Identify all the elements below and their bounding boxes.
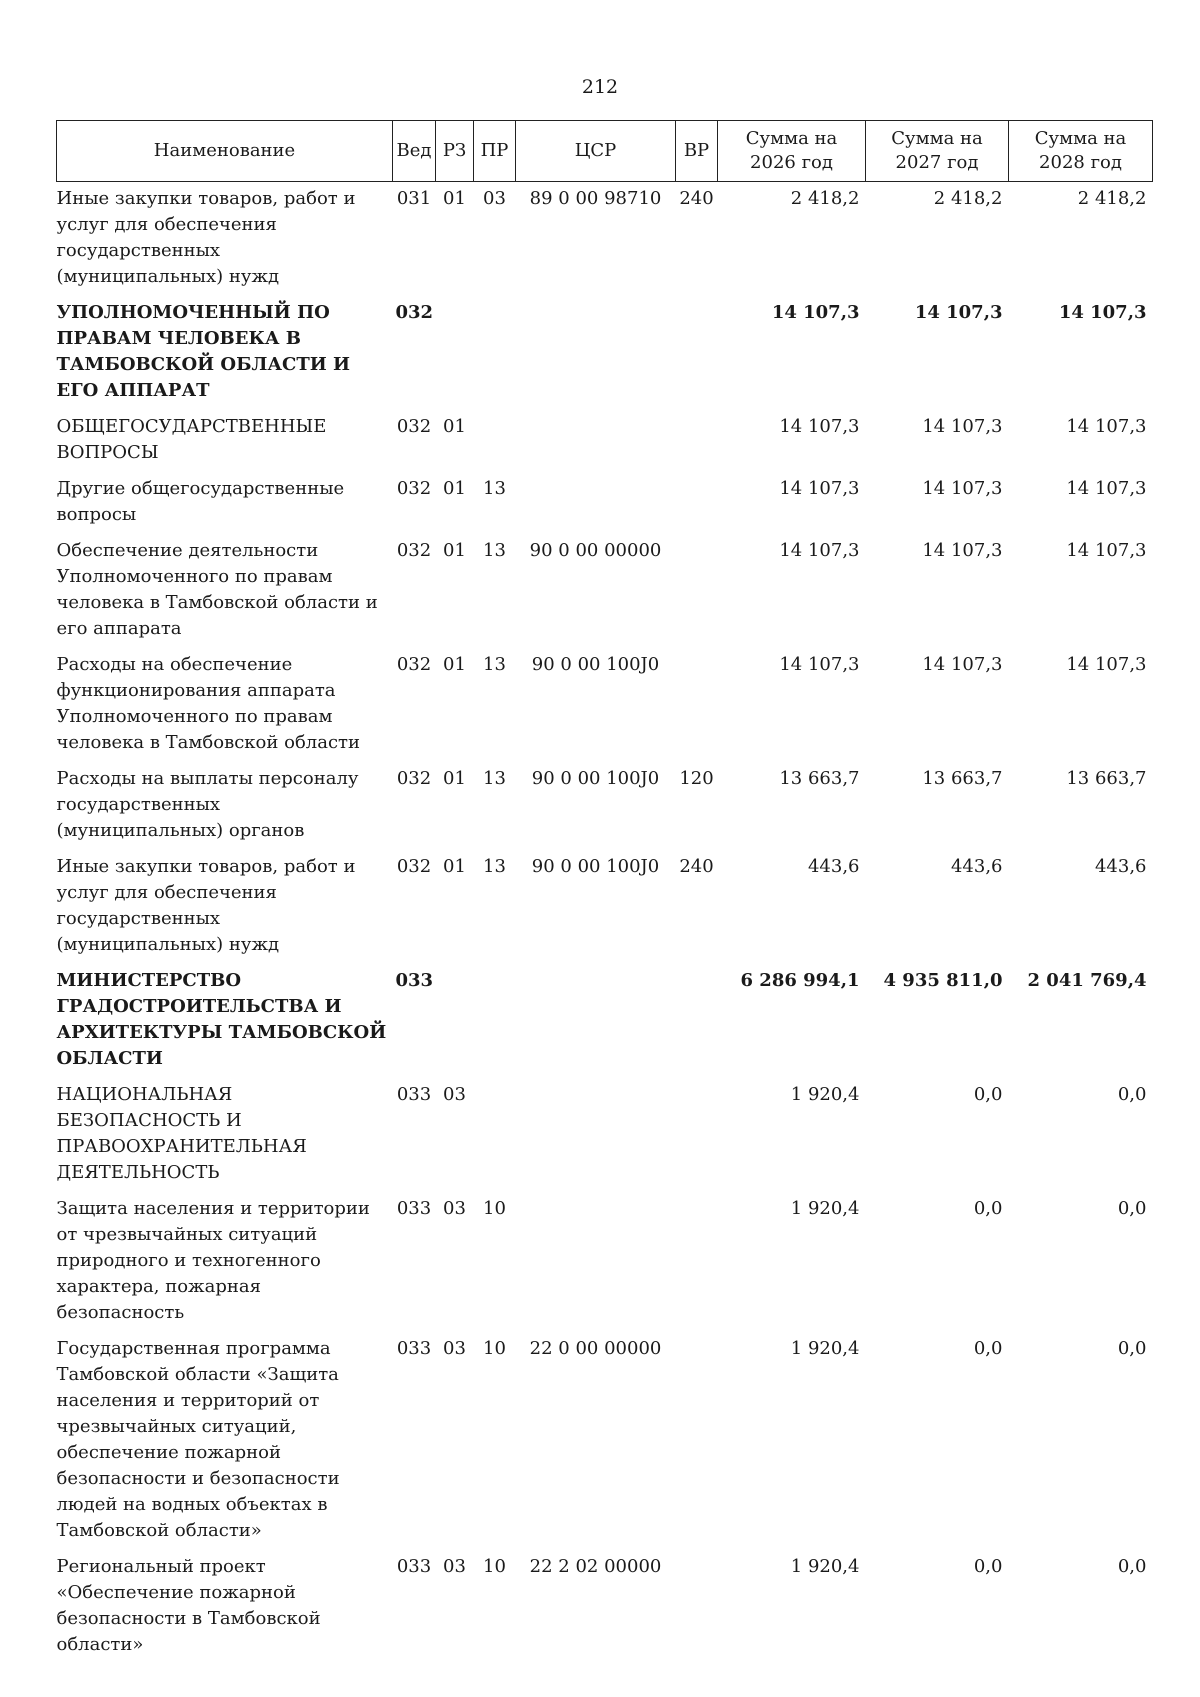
row-vr: 240 <box>679 856 714 877</box>
row-ved: 033 <box>395 970 434 991</box>
row-sum-2026: 14 107,3 <box>771 302 860 323</box>
row-name: НАЦИОНАЛЬНАЯ БЕЗОПАСНОСТЬ И ПРАВООХРАНИТЕЛЬНАЯ ДЕЯТЕЛЬНОСТЬ <box>56 1084 307 1183</box>
table-row <box>57 964 1153 1078</box>
row-sum-2028: 0,0 <box>1117 1338 1147 1359</box>
header-csr: ЦСР <box>516 121 676 182</box>
row-sum-2026: 14 107,3 <box>779 654 860 675</box>
row-csr <box>516 296 676 410</box>
row-ved: 032 <box>396 478 432 499</box>
row-csr: 89 0 00 98710 <box>529 188 662 209</box>
row-pr: 13 <box>483 654 506 675</box>
row-sum-2027: 13 663,7 <box>922 768 1003 789</box>
table-row <box>57 534 1153 648</box>
row-rz: 03 <box>443 1084 466 1105</box>
header-sum-2026: Сумма на 2026 год <box>718 121 866 182</box>
row-rz <box>436 296 474 410</box>
row-ved: 033 <box>396 1556 432 1577</box>
row-rz: 01 <box>443 188 466 209</box>
row-sum-2026: 1 920,4 <box>790 1338 860 1359</box>
row-ved: 032 <box>396 768 432 789</box>
row-name: Иные закупки товаров, работ и услуг для обеспечения государственных (муниципальных) нужд <box>56 188 356 287</box>
row-csr: 22 0 00 00000 <box>529 1338 662 1359</box>
row-sum-2027: 0,0 <box>973 1084 1003 1105</box>
header-sum-2027: Сумма на 2027 год <box>866 121 1009 182</box>
row-ved: 032 <box>396 856 432 877</box>
table-row <box>57 1332 1153 1550</box>
header-vr: ВР <box>676 121 718 182</box>
table-row <box>57 1192 1153 1332</box>
row-sum-2027: 0,0 <box>973 1198 1003 1219</box>
row-rz: 01 <box>443 478 466 499</box>
row-pr: 13 <box>483 540 506 561</box>
budget-table <box>56 120 1153 1664</box>
row-ved: 033 <box>396 1084 432 1105</box>
row-sum-2027: 14 107,3 <box>914 302 1003 323</box>
header-rz: РЗ <box>436 121 474 182</box>
table-body <box>57 182 1153 1665</box>
row-csr <box>516 1078 676 1192</box>
row-name: УПОЛНОМОЧЕННЫЙ ПО ПРАВАМ ЧЕЛОВЕКА В ТАМБОВСКОЙ ОБЛАСТИ И ЕГО АППАРАТ <box>56 302 351 401</box>
row-sum-2028: 13 663,7 <box>1066 768 1147 789</box>
row-sum-2026: 1 920,4 <box>790 1198 860 1219</box>
row-csr: 90 0 00 00000 <box>529 540 662 561</box>
row-csr: 90 0 00 100J0 <box>531 768 660 789</box>
row-pr <box>474 1078 516 1192</box>
row-sum-2027: 14 107,3 <box>922 540 1003 561</box>
row-sum-2028: 0,0 <box>1117 1198 1147 1219</box>
row-ved: 033 <box>396 1198 432 1219</box>
row-csr: 90 0 00 100J0 <box>531 654 660 675</box>
row-rz: 01 <box>443 416 466 437</box>
row-sum-2028: 14 107,3 <box>1066 416 1147 437</box>
row-sum-2028: 0,0 <box>1117 1556 1147 1577</box>
table-row <box>57 296 1153 410</box>
row-csr: 90 0 00 100J0 <box>531 856 660 877</box>
row-csr <box>516 1192 676 1332</box>
row-sum-2028: 0,0 <box>1117 1084 1147 1105</box>
row-sum-2026: 14 107,3 <box>779 416 860 437</box>
row-name: МИНИСТЕРСТВО ГРАДОСТРОИТЕЛЬСТВА И АРХИТЕКТУРЫ ТАМБОВСКОЙ ОБЛАСТИ <box>56 970 387 1069</box>
row-pr <box>474 964 516 1078</box>
row-sum-2027: 14 107,3 <box>922 416 1003 437</box>
row-sum-2027: 4 935 811,0 <box>883 970 1003 991</box>
row-csr <box>516 410 676 472</box>
row-ved: 032 <box>396 416 432 437</box>
row-pr: 13 <box>483 478 506 499</box>
row-vr <box>676 472 718 534</box>
row-ved: 032 <box>396 540 432 561</box>
row-vr <box>676 534 718 648</box>
row-name: Государственная программа Тамбовской области «Защита населения и территорий от чрезвычайных ситуаций, обеспечение пожарной безопасности и безопасности людей на водных объектах в Тамбовской области» <box>56 1338 340 1541</box>
row-vr <box>676 648 718 762</box>
table-row <box>57 472 1153 534</box>
header-name: Наименование <box>57 121 393 182</box>
row-name: Расходы на выплаты персоналу государственных (муниципальных) органов <box>56 768 359 841</box>
row-vr <box>676 1192 718 1332</box>
row-sum-2027: 0,0 <box>973 1556 1003 1577</box>
table-row <box>57 648 1153 762</box>
row-sum-2028: 14 107,3 <box>1066 478 1147 499</box>
table-row <box>57 1550 1153 1664</box>
table-row <box>57 1078 1153 1192</box>
row-pr: 10 <box>483 1338 506 1359</box>
row-sum-2026: 6 286 994,1 <box>740 970 860 991</box>
header-sum-2028: Сумма на 2028 год <box>1009 121 1153 182</box>
row-rz: 03 <box>443 1338 466 1359</box>
row-ved: 032 <box>396 654 432 675</box>
row-pr: 10 <box>483 1198 506 1219</box>
row-pr: 13 <box>483 856 506 877</box>
row-sum-2027: 0,0 <box>973 1338 1003 1359</box>
row-sum-2028: 2 418,2 <box>1077 188 1147 209</box>
header-ved: Вед <box>393 121 436 182</box>
row-name: Иные закупки товаров, работ и услуг для обеспечения государственных (муниципальных) нужд <box>56 856 356 955</box>
row-vr: 120 <box>679 768 714 789</box>
row-sum-2026: 2 418,2 <box>790 188 860 209</box>
row-pr: 13 <box>483 768 506 789</box>
row-vr <box>676 1332 718 1550</box>
row-pr: 10 <box>483 1556 506 1577</box>
row-sum-2026: 13 663,7 <box>779 768 860 789</box>
row-vr: 240 <box>679 188 714 209</box>
row-rz: 01 <box>443 768 466 789</box>
table-row <box>57 762 1153 850</box>
row-name: Обеспечение деятельности Уполномоченного по правам человека в Тамбовской области и его аппарата <box>56 540 378 639</box>
row-sum-2028: 14 107,3 <box>1066 654 1147 675</box>
row-sum-2026: 1 920,4 <box>790 1556 860 1577</box>
row-sum-2028: 443,6 <box>1094 856 1147 877</box>
table-row <box>57 410 1153 472</box>
row-pr <box>474 296 516 410</box>
row-sum-2027: 2 418,2 <box>933 188 1003 209</box>
row-name: Расходы на обеспечение функционирования аппарата Уполномоченного по правам человека в Тамбовской области <box>56 654 360 753</box>
row-csr <box>516 964 676 1078</box>
row-vr <box>676 1078 718 1192</box>
row-csr: 22 2 02 00000 <box>529 1556 662 1577</box>
row-rz: 01 <box>443 540 466 561</box>
row-rz: 03 <box>443 1556 466 1577</box>
row-sum-2028: 14 107,3 <box>1066 540 1147 561</box>
row-ved: 032 <box>395 302 434 323</box>
row-sum-2028: 2 041 769,4 <box>1027 970 1147 991</box>
row-ved: 031 <box>396 188 432 209</box>
row-pr: 03 <box>483 188 506 209</box>
row-sum-2027: 14 107,3 <box>922 478 1003 499</box>
row-name: Защита населения и территории от чрезвычайных ситуаций природного и техногенного характера, пожарная безопасность <box>56 1198 370 1323</box>
row-rz: 01 <box>443 856 466 877</box>
row-sum-2026: 14 107,3 <box>779 478 860 499</box>
row-rz: 01 <box>443 654 466 675</box>
row-sum-2026: 1 920,4 <box>790 1084 860 1105</box>
row-name: Региональный проект «Обеспечение пожарной безопасности в Тамбовской области» <box>56 1556 321 1655</box>
page-number: 212 <box>581 76 619 98</box>
row-sum-2027: 443,6 <box>950 856 1003 877</box>
row-pr <box>474 410 516 472</box>
row-vr <box>676 296 718 410</box>
row-csr <box>516 472 676 534</box>
row-vr <box>676 1550 718 1664</box>
row-name: Другие общегосударственные вопросы <box>56 478 345 525</box>
row-vr <box>676 410 718 472</box>
row-name: ОБЩЕГОСУДАРСТВЕННЫЕ ВОПРОСЫ <box>56 416 327 463</box>
table-header <box>57 121 1153 182</box>
row-rz <box>436 964 474 1078</box>
row-ved: 033 <box>396 1338 432 1359</box>
row-vr <box>676 964 718 1078</box>
header-pr: ПР <box>474 121 516 182</box>
table-row <box>57 182 1153 297</box>
row-sum-2026: 14 107,3 <box>779 540 860 561</box>
row-sum-2028: 14 107,3 <box>1058 302 1147 323</box>
row-sum-2027: 14 107,3 <box>922 654 1003 675</box>
row-sum-2026: 443,6 <box>807 856 860 877</box>
table-row <box>57 850 1153 964</box>
row-rz: 03 <box>443 1198 466 1219</box>
